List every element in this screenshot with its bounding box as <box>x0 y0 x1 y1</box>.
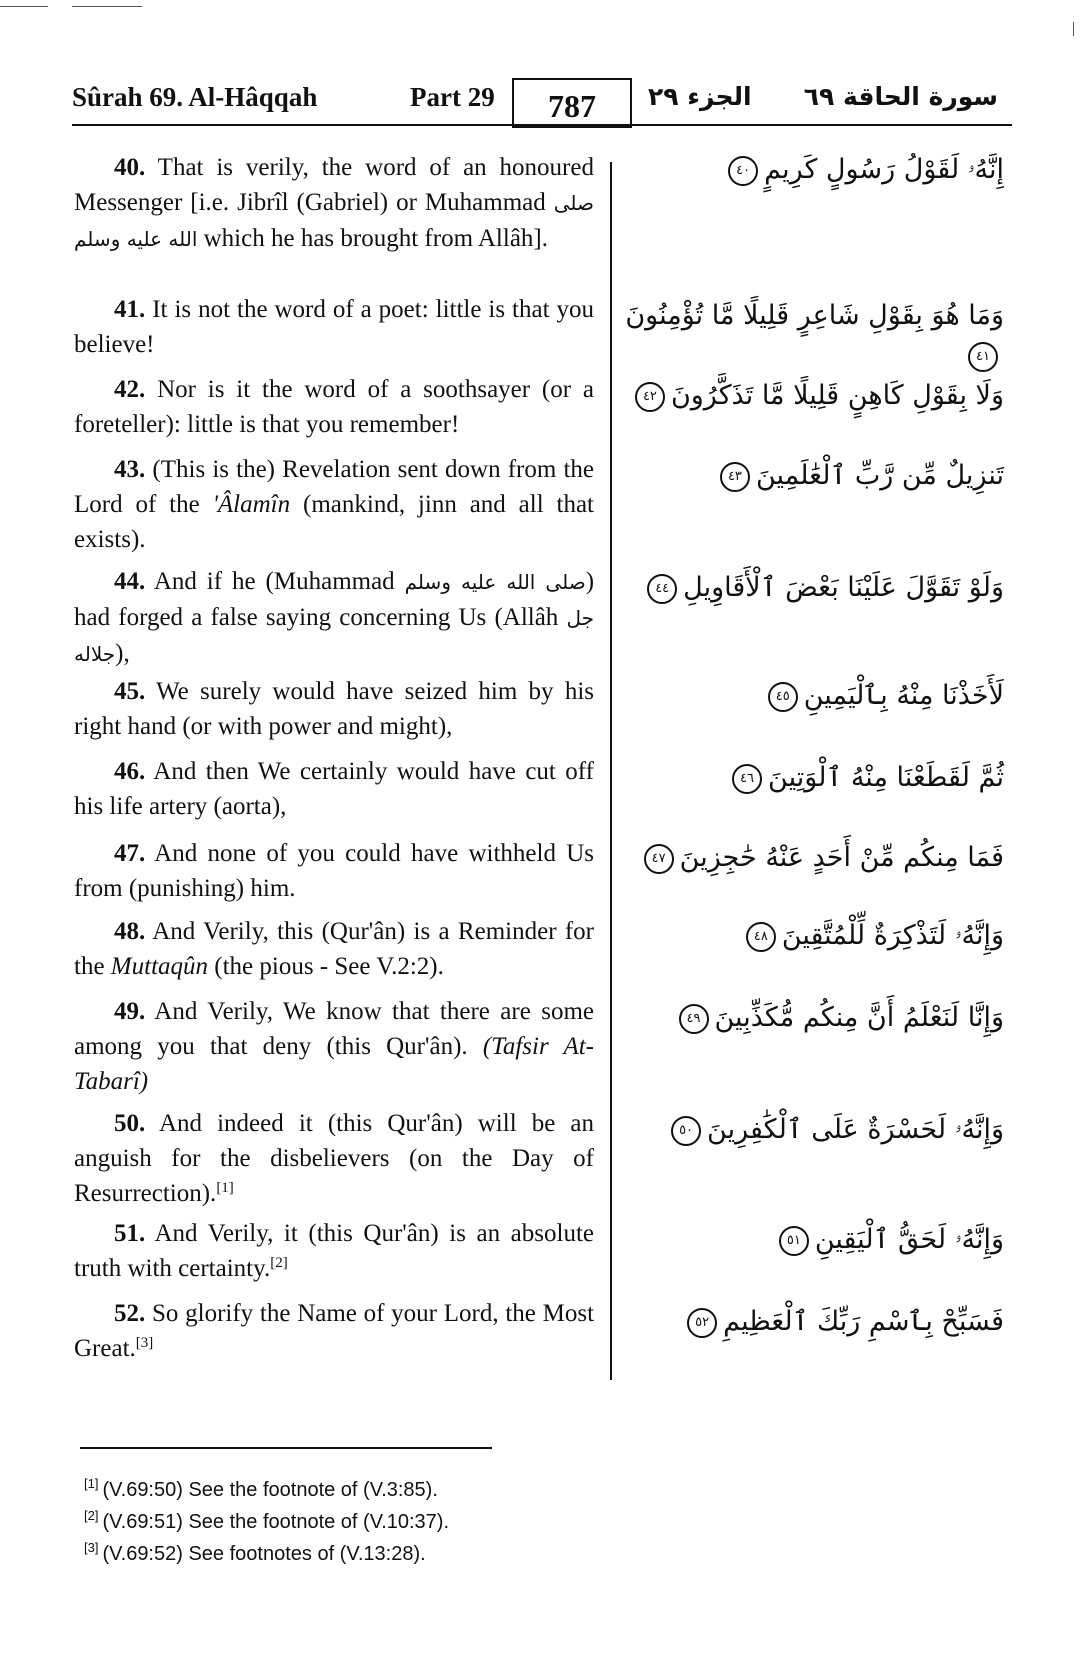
footnote-text: (V.69:51) See the footnote of (V.10:37). <box>102 1511 450 1533</box>
footnote-3 <box>84 1541 426 1567</box>
arabic-ayah-46 <box>624 758 1004 798</box>
footnote-2 <box>84 1509 449 1535</box>
verse-number: 50. <box>114 1110 146 1137</box>
verse-text: And then We certainly would have cut off his life artery (aorta), <box>74 758 594 820</box>
verse-number: 42. <box>114 376 146 403</box>
verse-text: (This is the) Revelation sent down from the Lord of the <box>74 456 595 518</box>
ayah-number-mark: ٤٧ <box>644 844 674 874</box>
page-number: 787 <box>512 78 632 128</box>
ayah-text: وَمَا هُوَ بِقَوْلِ شَاعِرٍ قَلِيلًا مَّا تُؤْمِنُونَ <box>625 300 1004 331</box>
verse-text: which he has brought from Allâh]. <box>197 225 548 252</box>
ayah-text: إِنَّهُۥ لَقَوْلُ رَسُولٍ كَرِيمٍ <box>764 154 1004 185</box>
ayah-number-mark: ٤٠ <box>728 156 758 186</box>
verse-text: (the pious - See V.2:2). <box>208 953 444 980</box>
scan-mark <box>0 6 48 7</box>
ayah-text: وَإِنَّهُۥ لَحَقُّ ٱلْيَقِينِ <box>814 1224 1004 1255</box>
arabic-ayah-48 <box>624 916 1004 956</box>
verse-number: 40. <box>114 154 146 181</box>
verse-text: And Verily, it (this Qur'ân) is an absolute truth with certainty. <box>74 1220 594 1282</box>
arabic-ayah-52 <box>624 1302 1004 1342</box>
verse-text: And none of you could have withheld Us from (punishing) him. <box>74 840 594 902</box>
ayah-text: تَنزِيلٌ مِّن رَّبِّ ٱلْعَٰلَمِينَ <box>755 460 1004 491</box>
ayah-text: لَأَخَذْنَا مِنْهُ بِٱلْيَمِينِ <box>803 680 1004 711</box>
footnote-mark: [3] <box>84 1540 99 1555</box>
footnote-ref: [3] <box>135 1335 154 1351</box>
verse-text: ), <box>115 640 130 667</box>
honorific-arabic: جل جلاله <box>74 606 594 666</box>
verse-number: 47. <box>114 840 146 867</box>
verse-text: (mankind, jinn and all that exists). <box>74 491 594 553</box>
verse-text: And if he (Muhammad <box>153 568 405 595</box>
ayah-number-mark: ٤٤ <box>647 574 677 604</box>
column-divider <box>610 162 612 1380</box>
arabic-ayah-43 <box>624 456 1004 496</box>
scan-mark <box>1073 22 1074 36</box>
verse-40 <box>74 150 594 257</box>
ayah-number-mark: ٥٠ <box>671 1116 701 1146</box>
verse-51 <box>74 1216 594 1286</box>
verse-text-italic: Muttaqûn <box>110 953 209 980</box>
verse-number: 43. <box>114 456 146 483</box>
arabic-ayah-42 <box>624 376 1004 416</box>
verse-text: That is verily, the word of an honoured Messenger [i.e. Jibrîl (Gabriel) or Muhammad <box>74 154 594 216</box>
footnote-mark: [2] <box>84 1508 99 1523</box>
ayah-number-mark: ٤٩ <box>679 1004 709 1034</box>
arabic-ayah-40 <box>624 150 1004 190</box>
honorific-arabic: صلى الله عليه وسلم <box>404 570 586 594</box>
ayah-number-mark: ٤٥ <box>768 682 798 712</box>
verse-text: ) had forged a false saying concerning Us (Allâh <box>74 568 595 631</box>
verse-41 <box>74 292 594 362</box>
surah-title-arabic: سورة الحاقة ٦٩ <box>803 82 998 111</box>
ayah-number-mark: ٤٣ <box>720 462 750 492</box>
verse-text: And indeed it (this Qur'ân) will be an anguish for the disbelievers (on the Day of Resurrection). <box>74 1110 595 1207</box>
footnote-ref: [2] <box>270 1255 288 1271</box>
arabic-ayah-44 <box>624 568 1004 608</box>
verse-46 <box>74 754 594 824</box>
verse-number: 49. <box>114 998 146 1025</box>
verse-text: So glorify the Name of your Lord, the Most Great. <box>74 1300 595 1362</box>
verse-48 <box>74 914 594 984</box>
verse-47 <box>74 836 594 906</box>
ayah-text: وَلَا بِقَوْلِ كَاهِنٍ قَلِيلًا مَّا تَذَكَّرُونَ <box>670 380 1004 411</box>
footnote-text: (V.69:52) See footnotes of (V.13:28). <box>102 1543 426 1565</box>
verse-42 <box>74 372 594 442</box>
ayah-number-mark: ٤٨ <box>746 922 776 952</box>
ayah-number-mark: ٥١ <box>779 1226 809 1256</box>
verse-number: 46. <box>114 758 146 785</box>
ayah-text: فَسَبِّحْ بِٱسْمِ رَبِّكَ ٱلْعَظِيمِ <box>723 1306 1004 1337</box>
header-rule <box>72 124 1012 126</box>
ayah-text: وَإِنَّهُۥ لَتَذْكِرَةٌ لِّلْمُتَّقِينَ <box>781 920 1004 951</box>
verse-number: 41. <box>114 296 146 323</box>
ayah-number-mark: ٤٦ <box>732 764 762 794</box>
verse-50 <box>74 1106 594 1211</box>
ayah-number-mark: ٥٢ <box>687 1308 717 1338</box>
verse-text: It is not the word of a poet: little is that you believe! <box>74 296 594 358</box>
ayah-text: ثُمَّ لَقَطَعْنَا مِنْهُ ٱلْوَتِينَ <box>768 762 1004 793</box>
verse-45 <box>74 674 594 744</box>
ayah-text: وَإِنَّا لَنَعْلَمُ أَنَّ مِنكُم مُّكَذِّبِينَ <box>714 1002 1004 1033</box>
verse-text: And Verily, We know that there are some among you that deny (this Qur'ân). <box>74 998 594 1060</box>
surah-title: Sûrah 69. Al-Hâqqah <box>72 82 318 112</box>
ayah-number-mark: ٤٢ <box>635 382 665 412</box>
verse-number: 45. <box>114 678 146 705</box>
footnote-rule <box>80 1447 492 1449</box>
footnote-mark: [1] <box>84 1476 99 1491</box>
arabic-ayah-51 <box>624 1220 1004 1260</box>
arabic-ayah-45 <box>624 676 1004 716</box>
part-label: Part 29 <box>410 82 495 112</box>
juz-arabic: الجزء ٢٩ <box>648 82 752 111</box>
verse-number: 51. <box>114 1220 146 1247</box>
ayah-number-mark: ٤١ <box>968 342 998 372</box>
scan-mark <box>72 6 142 7</box>
verse-44 <box>74 564 594 672</box>
honorific-arabic: صلى الله عليه وسلم <box>74 191 594 251</box>
verse-number: 48. <box>114 918 146 945</box>
ayah-text: وَإِنَّهُۥ لَحَسْرَةٌ عَلَى ٱلْكَٰفِرِينَ <box>707 1114 1004 1145</box>
arabic-ayah-47 <box>624 838 1004 878</box>
verse-52 <box>74 1296 594 1366</box>
ayah-text: فَمَا مِنكُم مِّنْ أَحَدٍ عَنْهُ حَٰجِزِينَ <box>679 842 1004 873</box>
arabic-ayah-49 <box>624 998 1004 1038</box>
verse-number: 52. <box>114 1300 146 1327</box>
verse-text: And Verily, this (Qur'ân) is a Reminder for the <box>74 918 594 980</box>
ayah-text: وَلَوْ تَقَوَّلَ عَلَيْنَا بَعْضَ ٱلْأَقَاوِيلِ <box>683 572 1004 603</box>
verse-text-italic: (Tafsir At-Tabarî) <box>74 1033 594 1095</box>
footnote-1 <box>84 1477 438 1503</box>
arabic-ayah-50 <box>624 1110 1004 1150</box>
verse-43 <box>74 452 594 557</box>
footnote-ref: [1] <box>216 1180 234 1196</box>
verse-text-italic: 'Âlamîn <box>212 491 291 518</box>
verse-49 <box>74 994 594 1099</box>
footnote-text: (V.69:50) See the footnote of (V.3:85). <box>102 1479 438 1501</box>
verse-text: Nor is it the word of a soothsayer (or a foreteller): little is that you remember! <box>74 376 594 438</box>
verse-text: We surely would have seized him by his right hand (or with power and might), <box>74 678 594 740</box>
arabic-ayah-41 <box>624 296 1004 376</box>
verse-number: 44. <box>114 568 146 595</box>
